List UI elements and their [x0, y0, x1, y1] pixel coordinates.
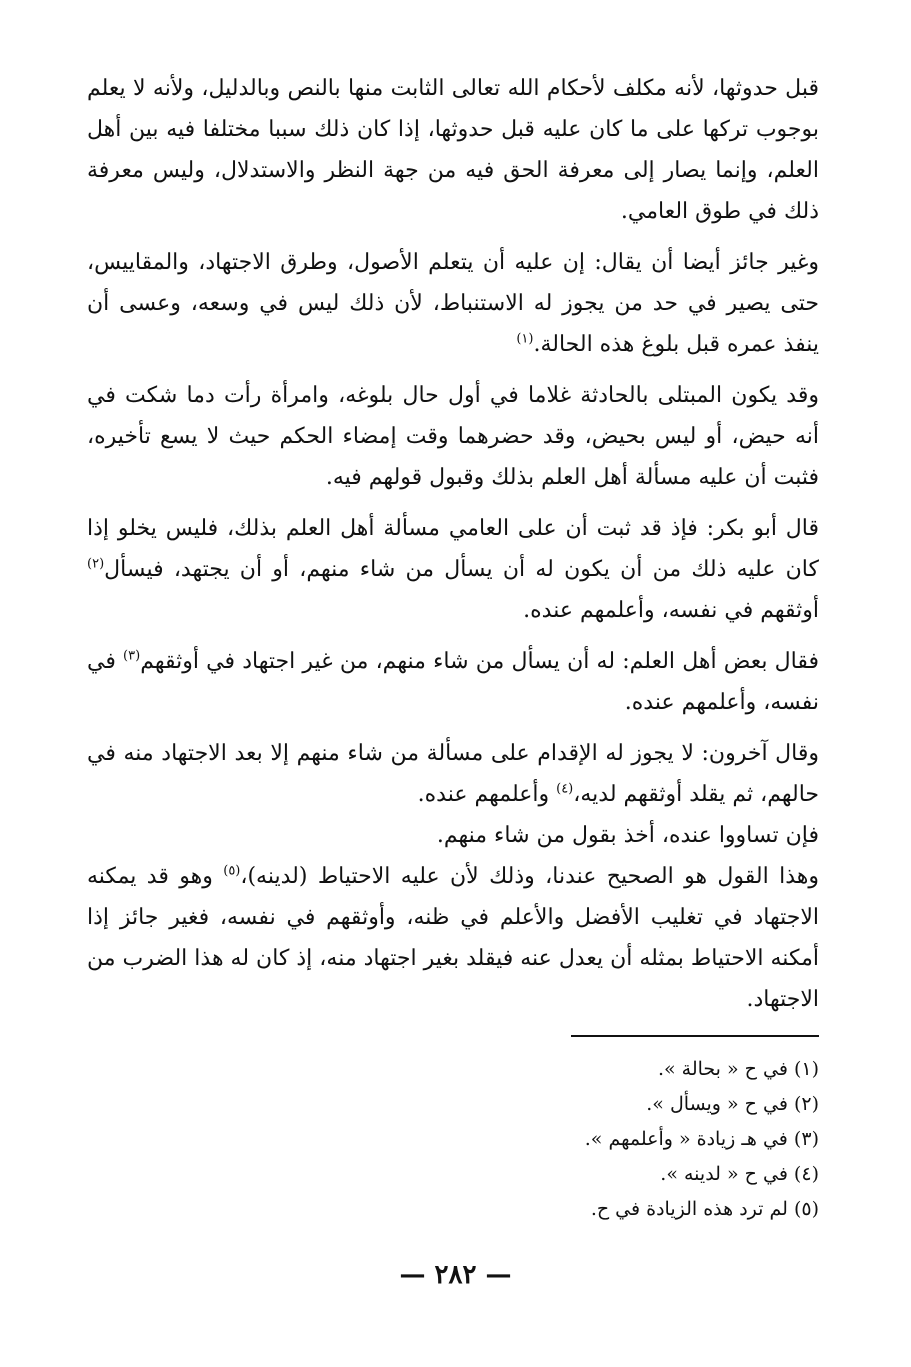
paragraph-text: أوثقهم في نفسه، وأعلمهم عنده. [523, 598, 819, 623]
paragraph [87, 68, 819, 232]
footnotes-list [87, 1052, 819, 1227]
paragraph-text: وهذا القول هو الصحيح عندنا، وذلك لأن عليه الاحتياط (لدينه)، [240, 864, 819, 889]
paragraph [87, 641, 819, 723]
footnote-marker: (٢) [87, 556, 105, 572]
paragraph-text: قال أبو بكر: فإذ قد ثبت أن على العامي مسألة أهل العلم بذلك، فليس يخلو إذا كان عليه ذلك من أن يكون له أن يسأل من شاء منهم، أو أن يجتهد، فيسأل [87, 516, 819, 582]
paragraph [87, 733, 819, 815]
footnote-marker: (٤) [556, 781, 574, 797]
paragraph-text: فقال بعض أهل العلم: له أن يسأل من شاء منهم، من غير اجتهاد في أوثقهم [140, 649, 819, 674]
paragraph-text: وقد يكون المبتلى بالحادثة غلاما في أول حال بلوغه، وامرأة رأت دما شكت في أنه حيض، أو ليس بحيض، وقد حضرهما وقت إمضاء الحكم حيث لا يسع تأخيره، فثبت أن عليه مسألة أهل العلم بذلك وقبول قولهم فيه. [87, 383, 819, 490]
footnote-3: (٣) في هـ زيادة « وأعلمهم ». [584, 1128, 819, 1150]
paragraph-text: وغير جائز أيضا أن يقال: إن عليه أن يتعلم الأصول، وطرق الاجتهاد، والمقاييس، حتى يصير في حد من يجوز له الاستنباط، لأن ذلك ليس في وسعه، وعسى أن ينفذ عمره قبل بلوغ هذه الحالة. [87, 250, 819, 357]
paragraph [87, 375, 819, 498]
footnote-divider [571, 1035, 819, 1037]
paragraph-text: وأعلمهم عنده. [417, 782, 557, 807]
main-text [87, 68, 819, 1020]
paragraph-text: وقال آخرون: لا يجوز له الإقدام على مسألة من شاء منهم إلا بعد الاجتهاد منه في حالهم، ثم يقلد أوثقهم لديه، [87, 741, 819, 807]
page-number: — ٢٨٢ — [399, 1260, 512, 1290]
footnote-marker: (٥) [223, 863, 241, 879]
paragraph-text: فإن تساووا عنده، أخذ بقول من شاء منهم. [436, 823, 819, 848]
footnote-marker: (٣) [123, 648, 141, 664]
paragraph [87, 508, 819, 631]
footnote-4: (٤) في ح « لدينه ». [660, 1163, 819, 1185]
paragraph [87, 815, 819, 856]
paragraph-text: في نفسه، وأعلمهم عنده. [87, 649, 819, 715]
footnote-2: (٢) في ح « ويسأل ». [646, 1093, 819, 1115]
paragraph [87, 242, 819, 365]
footnote-1: (١) في ح « بحالة ». [657, 1058, 819, 1080]
paragraph-text: وهو قد يمكنه الاجتهاد في تغليب الأفضل والأعلم في ظنه، وأوثقهم في نفسه، فغير جائز إذا أمكنه الاحتياط بمثله أن يعدل عنه فيقلد بغير اجتهاد منه، إذ كان له هذا الضرب من الاجتهاد. [87, 864, 819, 1012]
paragraph-text: قبل حدوثها، لأنه مكلف لأحكام الله تعالى الثابت منها بالنص وبالدليل، ولأنه لا يعلم بوجوب تركها على ما كان عليه قبل حدوثها، إذا كان ذلك سببا مختلفا فيه بين أهل العلم، وإنما يصار إلى معرفة الحق فيه من جهة النظر والاستدلال، وليس معرفة ذلك في طوق العامي. [87, 76, 819, 224]
footnote-5: (٥) لم ترد هذه الزيادة في ح. [590, 1198, 819, 1220]
paragraph [87, 856, 819, 1020]
footnote-marker: (١) [516, 331, 534, 347]
